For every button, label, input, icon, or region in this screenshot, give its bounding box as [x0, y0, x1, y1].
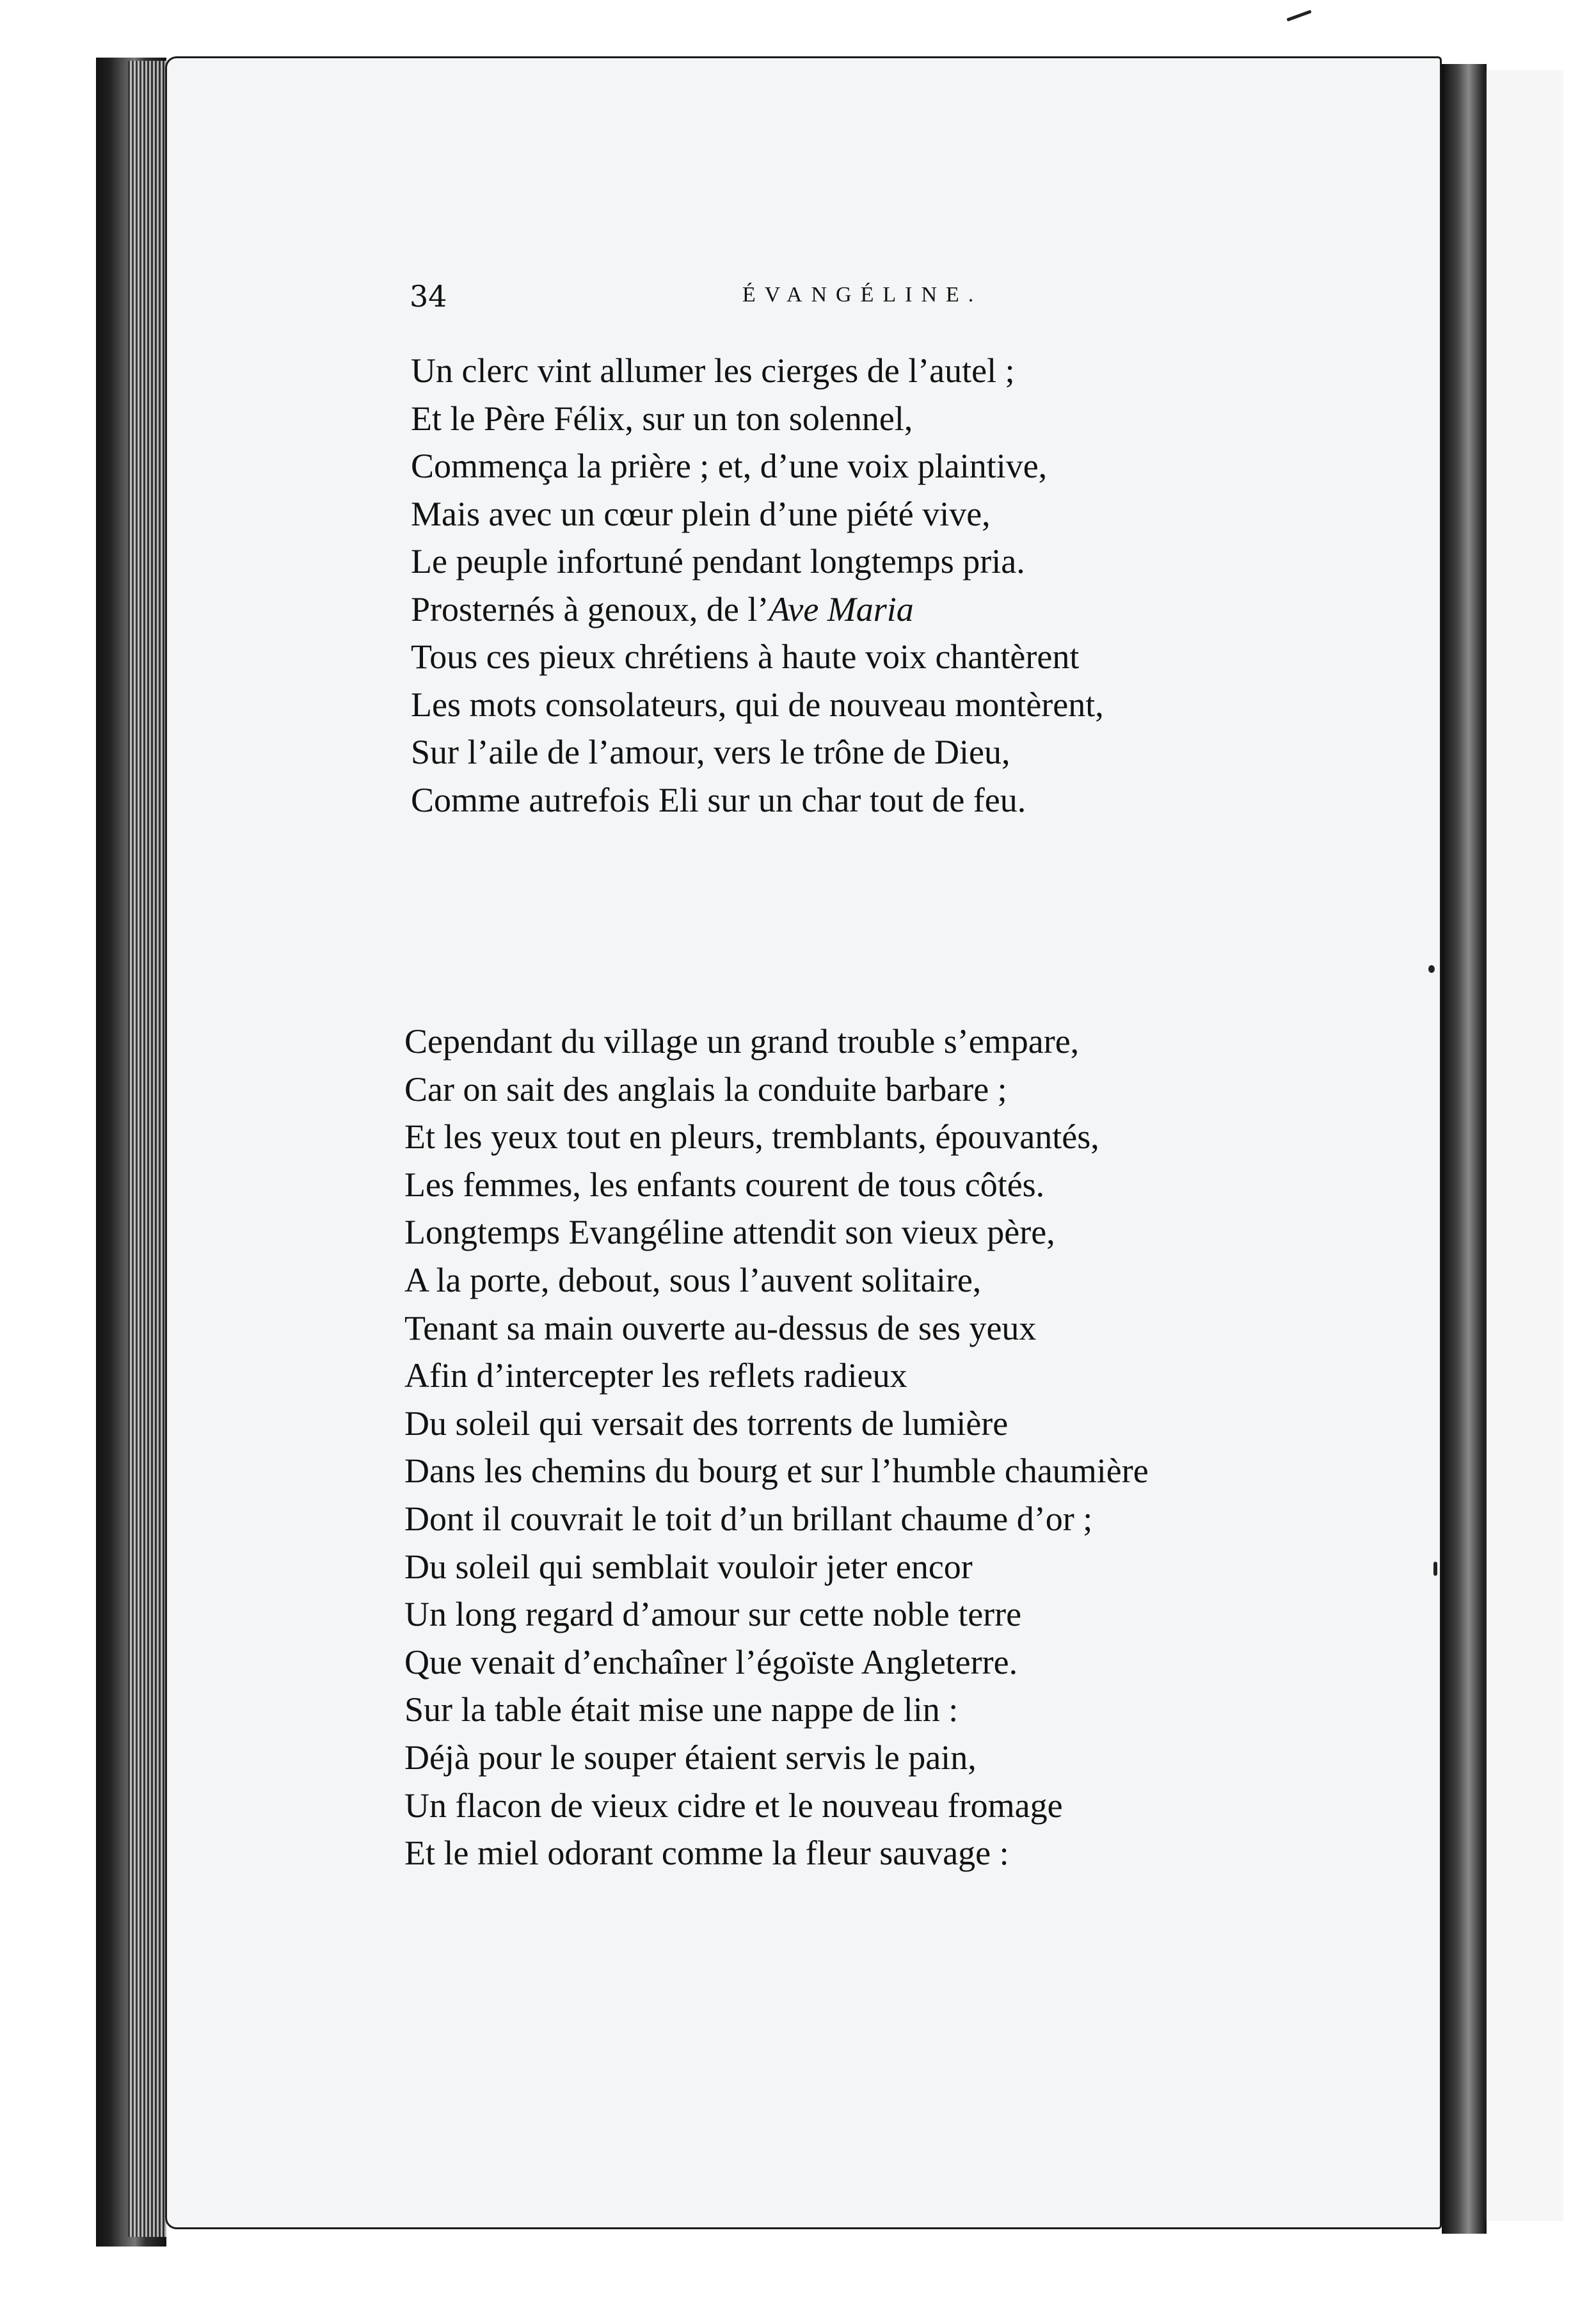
verse-line: Afin d’intercepter les reflets radieux — [404, 1356, 907, 1395]
verse-line: Sur la table était mise une nappe de lin : — [404, 1690, 959, 1729]
page-header — [410, 279, 1305, 317]
verse-line: Dans les chemins du bourg et sur l’humble chaumière — [404, 1452, 1149, 1491]
verse-line: Dont il couvrait le toit d’un brillant chaume d’or ; — [404, 1499, 1093, 1538]
facing-page-edge — [1485, 70, 1563, 2221]
verse-line: Et les yeux tout en pleurs, tremblants, épouvantés, — [404, 1117, 1099, 1157]
verse-line: Et le miel odorant comme la fleur sauvage : — [404, 1834, 1009, 1873]
page-number: 34 — [410, 279, 447, 314]
stanza-2 — [404, 1018, 1149, 1877]
verse-line: Tous ces pieux chrétiens à haute voix chantèrent — [411, 637, 1080, 676]
verse-line: Les mots consolateurs, qui de nouveau montèrent, — [411, 685, 1104, 724]
scan-speck — [1286, 10, 1311, 21]
verse-text: Prosternés à genoux, de l’ — [411, 589, 769, 629]
verse-line: Les femmes, les enfants courent de tous côtés. — [404, 1165, 1045, 1204]
verse-line: Car on sait des anglais la conduite barbare ; — [404, 1069, 1007, 1109]
verse-line: Et le Père Félix, sur un ton solennel, — [411, 399, 913, 438]
verse-line: A la porte, debout, sous l’auvent solitaire, — [404, 1260, 982, 1299]
running-title: ÉVANGÉLINE. — [742, 283, 983, 307]
stanza-1 — [411, 347, 1104, 824]
scan-speck — [1433, 1562, 1437, 1576]
verse-line: Sur l’aile de l’amour, vers le trône de Dieu, — [411, 733, 1010, 771]
verse-line: Que venait d’enchaîner l’égoïste Angleterre. — [404, 1642, 1018, 1681]
scan-speck — [1428, 965, 1435, 973]
verse-line: Du soleil qui versait des torrents de lumière — [404, 1404, 1009, 1443]
verse-line: Un flacon de vieux cidre et le nouveau fromage — [404, 1786, 1063, 1825]
verse-line: Tenant sa main ouverte au-dessus de ses yeux — [404, 1308, 1037, 1347]
verse-line: Longtemps Evangéline attendit son vieux père, — [404, 1213, 1055, 1252]
verse-line: Cependant du village un grand trouble s’empare, — [404, 1022, 1080, 1061]
verse-line: Commença la prière ; et, d’une voix plaintive, — [411, 447, 1048, 485]
verse-line: Un clerc vint allumer les cierges de l’autel ; — [411, 351, 1015, 390]
verse-line: Un long regard d’amour sur cette noble terre — [404, 1595, 1022, 1634]
verse-line — [411, 586, 1104, 634]
page-edges — [128, 61, 166, 2237]
verse-line: Déjà pour le souper étaient servis le pain, — [404, 1738, 977, 1777]
verse-line: Mais avec un cœur plein d’une piété vive, — [411, 494, 991, 533]
verse-line: Comme autrefois Eli sur un char tout de feu. — [411, 780, 1026, 819]
verse-line: Du soleil qui semblait vouloir jeter encor — [404, 1547, 973, 1586]
verse-italic-text: Ave Maria — [769, 589, 914, 629]
book-gutter — [1442, 64, 1487, 2234]
verse-line: Le peuple infortuné pendant longtemps pria. — [411, 542, 1025, 581]
